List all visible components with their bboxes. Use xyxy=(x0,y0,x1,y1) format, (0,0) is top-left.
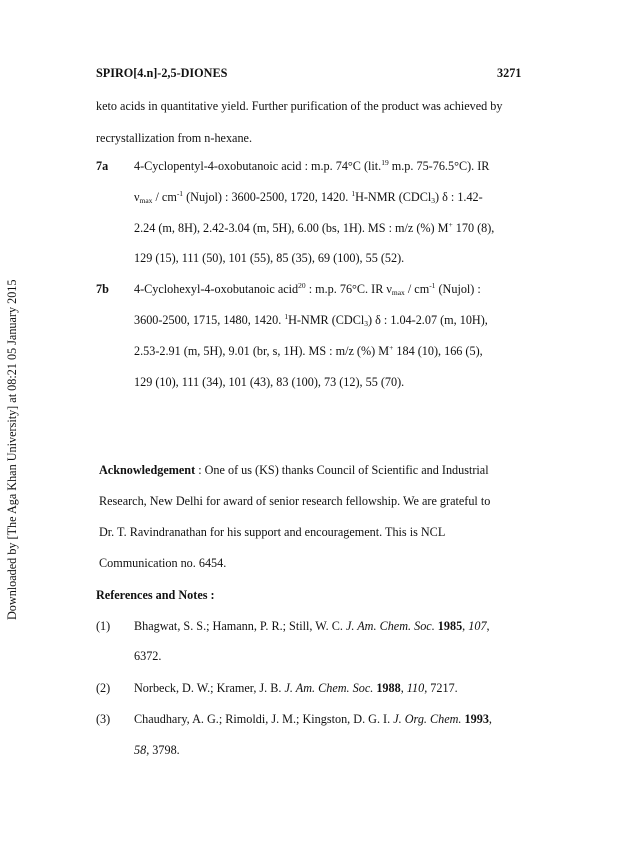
download-watermark: Downloaded by [The Aga Khan University] at 08:21 05 January 2015 xyxy=(5,279,19,620)
acknowledgement-line1: Acknowledgement : One of us (KS) thanks Council of Scientific and Industrial xyxy=(99,463,489,477)
reference-continuation: 58, 3798. xyxy=(134,743,180,757)
references-heading: References and Notes : xyxy=(96,588,215,602)
compound-7a-line4: 129 (15), 111 (50), 101 (55), 85 (35), 69 (100), 55 (52). xyxy=(134,251,405,265)
compound-label-7b: 7b xyxy=(96,282,109,296)
compound-7a-line3: 2.24 (m, 8H), 2.42-3.04 (m, 5H), 6.00 (bs, 1H). MS : m/z (%) M+ 170 (8), xyxy=(134,220,495,235)
acknowledgement-heading: Acknowledgement xyxy=(99,463,196,477)
compound-7b-line1: 4-Cyclohexyl-4-oxobutanoic acid$^{20}$ : m.p. 76°C. IR $\nu_{max} / cm^{-1}$ (Nujol) : xyxy=(134,281,481,297)
compound-label-7a: 7a xyxy=(96,159,109,173)
acknowledgement-line3: Dr. T. Ravindranathan for his support and encouragement. This is NCL xyxy=(99,525,446,539)
reference-number: (2) xyxy=(96,681,111,695)
running-title: SPIRO[4.n]-2,5-DIONES xyxy=(96,66,228,80)
reference-entry: Norbeck, D. W.; Kramer, J. B. J. Am. Chem. Soc. 1988, 110, 7217. xyxy=(134,681,458,695)
acknowledgement-line4: Communication no. 6454. xyxy=(99,556,227,570)
compound-7b-line3: 2.53-2.91 (m, 5H), 9.01 (br, s, 1H). MS : m/z (%) M+ 184 (10), 166 (5), xyxy=(134,343,483,358)
reference-entry: Chaudhary, A. G.; Rimoldi, J. M.; Kingston, D. G. I. J. Org. Chem. 1993, xyxy=(134,712,492,726)
body-text-line: keto acids in quantitative yield. Further purification of the product was achieved by xyxy=(96,99,503,113)
compound-7a-line1: 4-Cyclopentyl-4-oxobutanoic acid : m.p. 74°C (lit.$^{19}$ m.p. 75-76.5°C). IR xyxy=(134,158,490,173)
body-text-line: recrystallization from n-hexane. xyxy=(96,131,252,145)
compound-7b-line2: 3600-2500, 1715, 1480, 1420. $^1$H-NMR (CDCl$_3$) δ : 1.04-2.07 (m, 10H), xyxy=(134,312,488,328)
reference-number: (3) xyxy=(96,712,111,726)
compound-7a-line2: $\nu_{max} / cm^{-1}$ (Nujol) : 3600-2500, 1720, 1420. $^1$H-NMR (CDCl$_3$) δ : 1.42- xyxy=(134,189,483,205)
acknowledgement-line2: Research, New Delhi for award of senior research fellowship. We are grateful to xyxy=(99,494,491,508)
page-number: 3271 xyxy=(497,66,522,80)
reference-number: (1) xyxy=(96,619,111,633)
compound-7b-line4: 129 (10), 111 (34), 101 (43), 83 (100), 73 (12), 55 (70). xyxy=(134,375,405,389)
reference-entry: Bhagwat, S. S.; Hamann, P. R.; Still, W. C. J. Am. Chem. Soc. 1985, 107, xyxy=(134,619,490,633)
reference-continuation: 6372. xyxy=(134,649,162,663)
